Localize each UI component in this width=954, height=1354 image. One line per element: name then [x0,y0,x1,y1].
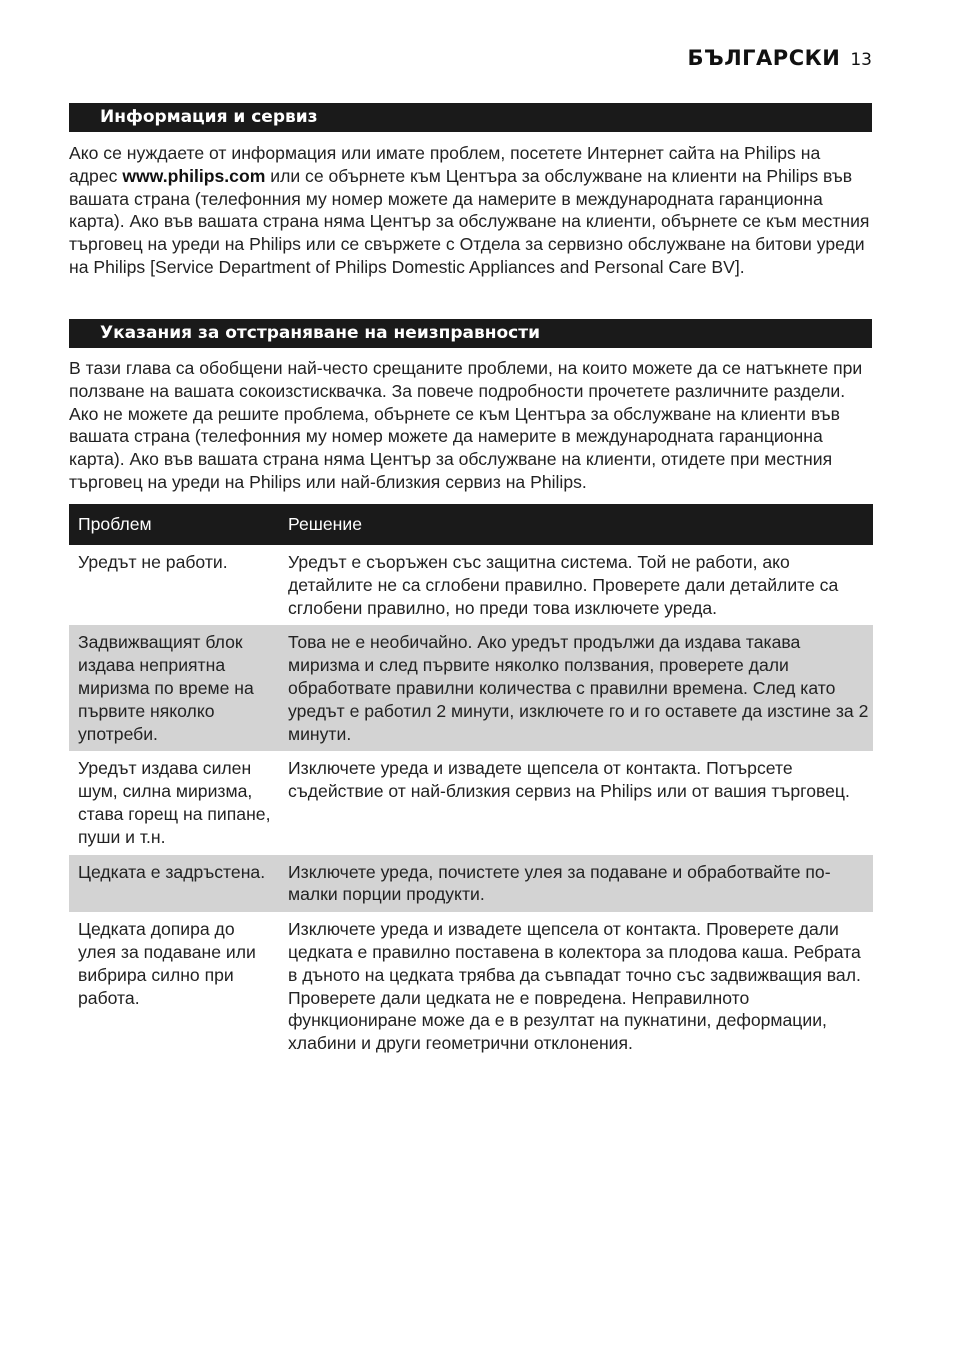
solution-cell: Това не е необичайно. Ако уредът продължи да издава такава миризма и след първите няколко ползвания, проверете дали обработвате правилни количества с правилни времена. След като уредът е работил 2 минути, изключете го и го оставете да изстине за 2 минути. [279,625,873,751]
page-header [688,46,873,70]
table-row [69,545,873,625]
problem-cell: Цедката е задръстена. [69,855,279,913]
problem-cell: Задвижващият блок издава неприятна миризма по време на първите няколко употреби. [69,625,279,751]
column-header-problem: Проблем [69,504,279,545]
section-info-service-text [69,142,872,279]
table-row [69,751,873,854]
solution-cell: Изключете уреда и извадете щепсела от контакта. Проверете дали цедката е правилно поставена в колектора за плодова каша. Ребрата в дъното на цедката трябва да съвпадат точно със задвижващия вал. Проверете дали цедката не е повредена. Неправилното функциониране може да е в резултат на пукнатини, деформации, хлабини и други геометрични отклонения. [288,919,861,1054]
info-text-part1: Ако се нуждаете от информация или имате проблем, посетете Интернет сайта на Philips на адрес [69,143,821,186]
column-header-solution: Решение [279,504,873,545]
page-number: 13 [850,50,872,70]
table-row [69,625,873,751]
table-header-row [69,504,873,545]
problem-cell: Цедката допира до улея за подаване или вибрира силно при работа. [78,919,256,1008]
section-title-troubleshooting: Указания за отстраняване на неизправности [69,319,872,348]
solution-cell: Изключете уреда и извадете щепсела от контакта. Потърсете съдействие от най-близкия сервиз на Philips или от вашия търговец. [288,758,850,802]
problem-cell: Уредът не работи. [78,552,228,572]
solution-cell: Уредът е съоръжен със защитна система. Той не работи, ако детайлите не са сглобени правилно. Проверете дали детайлите са сглобени правилно, но преди това изключете уреда. [288,552,839,618]
language-label: БЪЛГАРСКИ [687,46,841,70]
info-text-part2: или се обърнете към Центъра за обслужване на клиенти на Philips във вашата страна (телефонния му номер можете да намерите в международната гаранционна карта). Ако във вашата страна няма Център за обслужване на клиенти, обърнете се към местния търговец на уреди на Philips или се свържете с Отдела за сервизно обслужване на битови уреди на Philips [Service Department of Philips Domestic Appliances and Personal Care BV]. [69,165,870,277]
table-row [69,912,873,1061]
troubleshooting-table [69,504,873,1061]
section-troubleshooting-text: В тази глава са обобщени най-често срещаните проблеми, на които можете да се натъкнете при ползване на вашата сокоизстисквачка. За повече подробности прочетете различните раздели. Ако не можете да решите проблема, обърнете се към Центъра за обслужване на клиенти във вашата страна (телефонния му номер можете да намерите в международната гаранционна карта). Ако във вашата страна няма Център за обслужване на клиенти, отидете при местния търговец на уреди на Philips или най-близкия сервиз на Philips. [69,358,863,492]
philips-url-link[interactable]: www.philips.com [122,165,266,186]
solution-cell: Изключете уреда, почистете улея за подаване и обработвайте по-малки порции продукти. [279,855,873,913]
problem-cell: Уредът издава силен шум, силна миризма, става горещ на пипане, пуши и т.н. [78,758,271,847]
table-row [69,855,873,913]
section-title-info-service: Информация и сервиз [69,103,872,132]
